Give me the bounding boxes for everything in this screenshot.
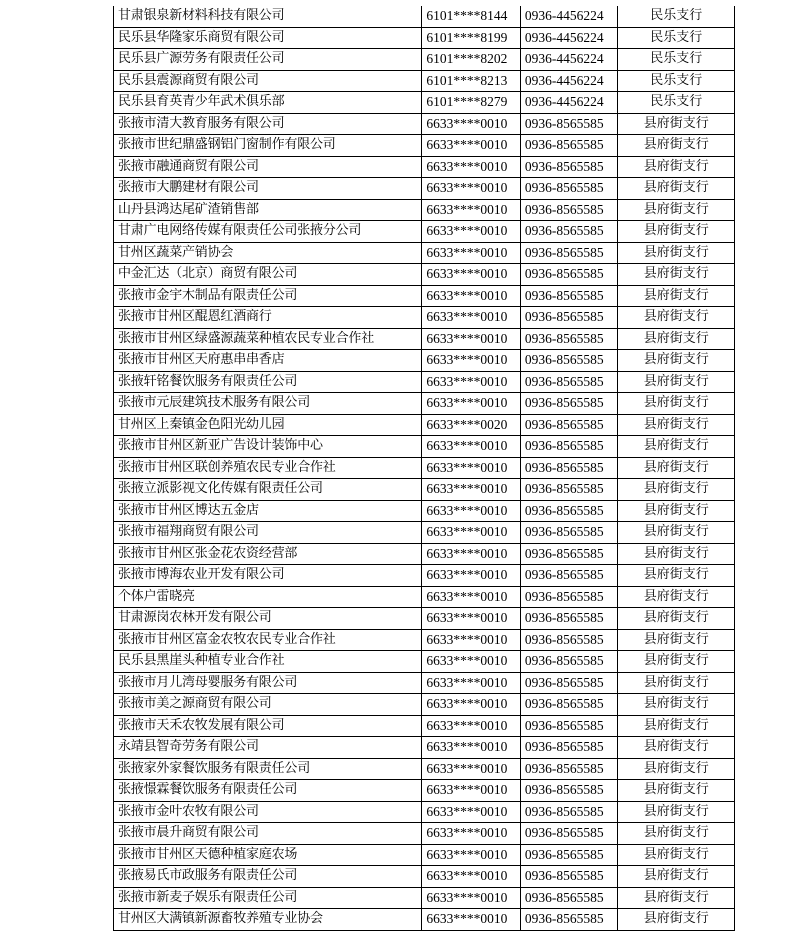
phone-number-cell: 0936-8565585	[520, 887, 617, 909]
table-row	[114, 113, 735, 135]
branch-name-cell: 县府街支行	[618, 758, 735, 780]
account-number-cell: 6633****0010	[422, 500, 521, 522]
company-name-cell: 张掖立派影视文化传媒有限责任公司	[114, 479, 422, 501]
company-name-cell: 山丹县鸿达尾矿渣销售部	[114, 199, 422, 221]
company-name-cell: 民乐县育英青少年武术俱乐部	[114, 92, 422, 114]
account-number-cell: 6633****0010	[422, 909, 521, 931]
phone-number-cell: 0936-8565585	[520, 350, 617, 372]
branch-name-cell: 县府街支行	[618, 156, 735, 178]
phone-number-cell: 0936-8565585	[520, 866, 617, 888]
company-name-cell: 张掖家外家餐饮服务有限责任公司	[114, 758, 422, 780]
table-row	[114, 672, 735, 694]
branch-name-cell: 县府街支行	[618, 586, 735, 608]
phone-number-cell: 0936-8565585	[520, 543, 617, 565]
phone-number-cell: 0936-8565585	[520, 264, 617, 286]
account-number-cell: 6101****8199	[422, 27, 521, 49]
phone-number-cell: 0936-8565585	[520, 479, 617, 501]
account-number-cell: 6633****0010	[422, 436, 521, 458]
account-number-cell: 6633****0010	[422, 264, 521, 286]
branch-name-cell: 县府街支行	[618, 221, 735, 243]
company-name-cell: 张掖市甘州区博达五金店	[114, 500, 422, 522]
table-row	[114, 543, 735, 565]
company-name-cell: 张掖市甘州区张金花农资经营部	[114, 543, 422, 565]
company-name-cell: 张掖市世纪鼎盛钢铝门窗制作有限公司	[114, 135, 422, 157]
company-name-cell: 张掖市月儿湾母婴服务有限公司	[114, 672, 422, 694]
company-name-cell: 张掖轩铭餐饮服务有限责任公司	[114, 371, 422, 393]
account-number-cell: 6633****0010	[422, 371, 521, 393]
table-row	[114, 156, 735, 178]
company-name-cell: 甘肃源岗农林开发有限公司	[114, 608, 422, 630]
branch-name-cell: 县府街支行	[618, 457, 735, 479]
company-name-cell: 张掖市大鹏建材有限公司	[114, 178, 422, 200]
phone-number-cell: 0936-8565585	[520, 780, 617, 802]
table-row	[114, 866, 735, 888]
phone-number-cell: 0936-8565585	[520, 629, 617, 651]
account-number-cell: 6633****0010	[422, 715, 521, 737]
branch-name-cell: 县府街支行	[618, 522, 735, 544]
account-number-cell: 6633****0010	[422, 844, 521, 866]
phone-number-cell: 0936-8565585	[520, 500, 617, 522]
account-number-cell: 6633****0010	[422, 586, 521, 608]
table-row	[114, 823, 735, 845]
company-name-cell: 张掖市融通商贸有限公司	[114, 156, 422, 178]
table-row	[114, 27, 735, 49]
account-number-cell: 6633****0010	[422, 457, 521, 479]
account-number-cell: 6633****0010	[422, 629, 521, 651]
table-row	[114, 199, 735, 221]
company-name-cell: 民乐县华隆家乐商贸有限公司	[114, 27, 422, 49]
company-name-cell: 民乐县广源劳务有限责任公司	[114, 49, 422, 71]
table-row	[114, 801, 735, 823]
phone-number-cell: 0936-8565585	[520, 242, 617, 264]
company-name-cell: 永靖县智奇劳务有限公司	[114, 737, 422, 759]
account-number-cell: 6633****0010	[422, 178, 521, 200]
branch-name-cell: 县府街支行	[618, 887, 735, 909]
phone-number-cell: 0936-8565585	[520, 307, 617, 329]
account-number-cell: 6633****0010	[422, 737, 521, 759]
account-number-cell: 6633****0010	[422, 887, 521, 909]
phone-number-cell: 0936-8565585	[520, 393, 617, 415]
company-name-cell: 张掖市甘州区天府惠串串香店	[114, 350, 422, 372]
company-name-cell: 张掖市博海农业开发有限公司	[114, 565, 422, 587]
phone-number-cell: 0936-4456224	[520, 70, 617, 92]
table-row	[114, 350, 735, 372]
branch-name-cell: 县府街支行	[618, 307, 735, 329]
table-row	[114, 285, 735, 307]
phone-number-cell: 0936-8565585	[520, 694, 617, 716]
phone-number-cell: 0936-8565585	[520, 414, 617, 436]
table-row	[114, 758, 735, 780]
company-name-cell: 个体户雷晓亮	[114, 586, 422, 608]
company-name-cell: 张掖市福翔商贸有限公司	[114, 522, 422, 544]
branch-name-cell: 民乐支行	[618, 27, 735, 49]
branch-name-cell: 县府街支行	[618, 264, 735, 286]
account-number-cell: 6101****8144	[422, 6, 521, 27]
table-row	[114, 307, 735, 329]
branch-name-cell: 县府街支行	[618, 350, 735, 372]
phone-number-cell: 0936-8565585	[520, 715, 617, 737]
account-number-cell: 6633****0010	[422, 801, 521, 823]
account-number-cell: 6633****0010	[422, 672, 521, 694]
branch-name-cell: 县府街支行	[618, 844, 735, 866]
account-number-cell: 6633****0010	[422, 242, 521, 264]
phone-number-cell: 0936-4456224	[520, 92, 617, 114]
account-number-cell: 6633****0010	[422, 393, 521, 415]
phone-number-cell: 0936-8565585	[520, 801, 617, 823]
account-number-cell: 6633****0010	[422, 307, 521, 329]
branch-name-cell: 民乐支行	[618, 6, 735, 27]
company-name-cell: 张掖易氏市政服务有限责任公司	[114, 866, 422, 888]
table-row	[114, 844, 735, 866]
branch-name-cell: 县府街支行	[618, 393, 735, 415]
branch-name-cell: 县府街支行	[618, 715, 735, 737]
table-row	[114, 715, 735, 737]
branch-name-cell: 县府街支行	[618, 371, 735, 393]
account-number-cell: 6633****0010	[422, 758, 521, 780]
account-number-cell: 6633****0010	[422, 113, 521, 135]
account-table	[113, 6, 735, 931]
company-name-cell: 民乐县黑崖头种植专业合作社	[114, 651, 422, 673]
phone-number-cell: 0936-8565585	[520, 436, 617, 458]
table-row	[114, 92, 735, 114]
account-number-cell: 6633****0010	[422, 608, 521, 630]
account-number-cell: 6633****0010	[422, 543, 521, 565]
phone-number-cell: 0936-8565585	[520, 199, 617, 221]
company-name-cell: 张掖市美之源商贸有限公司	[114, 694, 422, 716]
table-row	[114, 264, 735, 286]
branch-name-cell: 县府街支行	[618, 866, 735, 888]
table-row	[114, 651, 735, 673]
phone-number-cell: 0936-4456224	[520, 6, 617, 27]
company-name-cell: 中金汇达（北京）商贸有限公司	[114, 264, 422, 286]
account-number-cell: 6633****0010	[422, 350, 521, 372]
branch-name-cell: 县府街支行	[618, 801, 735, 823]
company-name-cell: 张掖市晨升商贸有限公司	[114, 823, 422, 845]
account-number-cell: 6633****0010	[422, 522, 521, 544]
phone-number-cell: 0936-8565585	[520, 221, 617, 243]
phone-number-cell: 0936-8565585	[520, 586, 617, 608]
account-number-cell: 6101****8213	[422, 70, 521, 92]
branch-name-cell: 县府街支行	[618, 629, 735, 651]
branch-name-cell: 县府街支行	[618, 436, 735, 458]
company-name-cell: 张掖市甘州区天德种植家庭农场	[114, 844, 422, 866]
branch-name-cell: 县府街支行	[618, 823, 735, 845]
account-number-cell: 6633****0010	[422, 285, 521, 307]
phone-number-cell: 0936-8565585	[520, 565, 617, 587]
phone-number-cell: 0936-4456224	[520, 49, 617, 71]
phone-number-cell: 0936-8565585	[520, 844, 617, 866]
account-number-cell: 6633****0010	[422, 565, 521, 587]
table-row	[114, 371, 735, 393]
company-name-cell: 张掖市新麦子娱乐有限责任公司	[114, 887, 422, 909]
table-row	[114, 242, 735, 264]
account-number-cell: 6633****0010	[422, 651, 521, 673]
company-name-cell: 甘肃银泉新材料科技有限公司	[114, 6, 422, 27]
branch-name-cell: 县府街支行	[618, 479, 735, 501]
table-row	[114, 608, 735, 630]
phone-number-cell: 0936-8565585	[520, 737, 617, 759]
table-row	[114, 565, 735, 587]
table-row	[114, 6, 735, 27]
company-name-cell: 张掖憬霖餐饮服务有限责任公司	[114, 780, 422, 802]
table-row	[114, 500, 735, 522]
account-number-cell: 6633****0010	[422, 479, 521, 501]
company-name-cell: 张掖市元辰建筑技术服务有限公司	[114, 393, 422, 415]
account-number-cell: 6633****0010	[422, 694, 521, 716]
company-name-cell: 张掖市甘州区富金农牧农民专业合作社	[114, 629, 422, 651]
phone-number-cell: 0936-8565585	[520, 651, 617, 673]
table-row	[114, 909, 735, 931]
phone-number-cell: 0936-8565585	[520, 522, 617, 544]
company-name-cell: 张掖市甘州区绿盛源蔬菜种植农民专业合作社	[114, 328, 422, 350]
account-number-cell: 6633****0010	[422, 221, 521, 243]
table-row	[114, 694, 735, 716]
phone-number-cell: 0936-8565585	[520, 457, 617, 479]
branch-name-cell: 县府街支行	[618, 909, 735, 931]
table-row	[114, 737, 735, 759]
branch-name-cell: 民乐支行	[618, 70, 735, 92]
table-row	[114, 178, 735, 200]
table-row	[114, 522, 735, 544]
table-row	[114, 436, 735, 458]
company-name-cell: 甘州区蔬菜产销协会	[114, 242, 422, 264]
table-row	[114, 135, 735, 157]
table-row	[114, 393, 735, 415]
phone-number-cell: 0936-8565585	[520, 135, 617, 157]
company-name-cell: 甘州区大满镇新源畜牧养殖专业协会	[114, 909, 422, 931]
phone-number-cell: 0936-8565585	[520, 909, 617, 931]
phone-number-cell: 0936-8565585	[520, 371, 617, 393]
account-number-cell: 6633****0010	[422, 199, 521, 221]
account-number-cell: 6633****0010	[422, 823, 521, 845]
company-name-cell: 张掖市天禾农牧发展有限公司	[114, 715, 422, 737]
company-name-cell: 张掖市清大教育服务有限公司	[114, 113, 422, 135]
table-row	[114, 328, 735, 350]
table-row	[114, 586, 735, 608]
branch-name-cell: 县府街支行	[618, 543, 735, 565]
phone-number-cell: 0936-8565585	[520, 328, 617, 350]
branch-name-cell: 县府街支行	[618, 178, 735, 200]
table-row	[114, 629, 735, 651]
account-number-cell: 6101****8279	[422, 92, 521, 114]
branch-name-cell: 民乐支行	[618, 49, 735, 71]
phone-number-cell: 0936-8565585	[520, 113, 617, 135]
table-row	[114, 70, 735, 92]
table-row	[114, 780, 735, 802]
account-number-cell: 6633****0010	[422, 135, 521, 157]
company-name-cell: 张掖市金宇木制品有限责任公司	[114, 285, 422, 307]
branch-name-cell: 县府街支行	[618, 651, 735, 673]
branch-name-cell: 县府街支行	[618, 565, 735, 587]
account-number-cell: 6633****0010	[422, 328, 521, 350]
branch-name-cell: 县府街支行	[618, 199, 735, 221]
company-name-cell: 张掖市甘州区醌恩红酒商行	[114, 307, 422, 329]
branch-name-cell: 县府街支行	[618, 780, 735, 802]
table-row	[114, 221, 735, 243]
company-name-cell: 民乐县震源商贸有限公司	[114, 70, 422, 92]
account-table-body	[114, 6, 735, 930]
company-name-cell: 张掖市甘州区联创养殖农民专业合作社	[114, 457, 422, 479]
table-row	[114, 414, 735, 436]
phone-number-cell: 0936-4456224	[520, 27, 617, 49]
branch-name-cell: 县府街支行	[618, 694, 735, 716]
branch-name-cell: 县府街支行	[618, 285, 735, 307]
account-number-cell: 6101****8202	[422, 49, 521, 71]
branch-name-cell: 县府街支行	[618, 113, 735, 135]
company-name-cell: 张掖市金叶农牧有限公司	[114, 801, 422, 823]
branch-name-cell: 县府街支行	[618, 328, 735, 350]
account-number-cell: 6633****0020	[422, 414, 521, 436]
phone-number-cell: 0936-8565585	[520, 758, 617, 780]
table-row	[114, 49, 735, 71]
phone-number-cell: 0936-8565585	[520, 823, 617, 845]
account-number-cell: 6633****0010	[422, 866, 521, 888]
branch-name-cell: 县府街支行	[618, 500, 735, 522]
phone-number-cell: 0936-8565585	[520, 178, 617, 200]
account-number-cell: 6633****0010	[422, 780, 521, 802]
phone-number-cell: 0936-8565585	[520, 672, 617, 694]
table-row	[114, 479, 735, 501]
branch-name-cell: 县府街支行	[618, 135, 735, 157]
branch-name-cell: 县府街支行	[618, 672, 735, 694]
branch-name-cell: 民乐支行	[618, 92, 735, 114]
phone-number-cell: 0936-8565585	[520, 285, 617, 307]
company-name-cell: 张掖市甘州区新亚广告设计装饰中心	[114, 436, 422, 458]
account-number-cell: 6633****0010	[422, 156, 521, 178]
branch-name-cell: 县府街支行	[618, 414, 735, 436]
branch-name-cell: 县府街支行	[618, 737, 735, 759]
table-row	[114, 887, 735, 909]
branch-name-cell: 县府街支行	[618, 242, 735, 264]
company-name-cell: 甘肃广电网络传媒有限责任公司张掖分公司	[114, 221, 422, 243]
phone-number-cell: 0936-8565585	[520, 608, 617, 630]
company-name-cell: 甘州区上秦镇金色阳光幼儿园	[114, 414, 422, 436]
branch-name-cell: 县府街支行	[618, 608, 735, 630]
table-row	[114, 457, 735, 479]
phone-number-cell: 0936-8565585	[520, 156, 617, 178]
